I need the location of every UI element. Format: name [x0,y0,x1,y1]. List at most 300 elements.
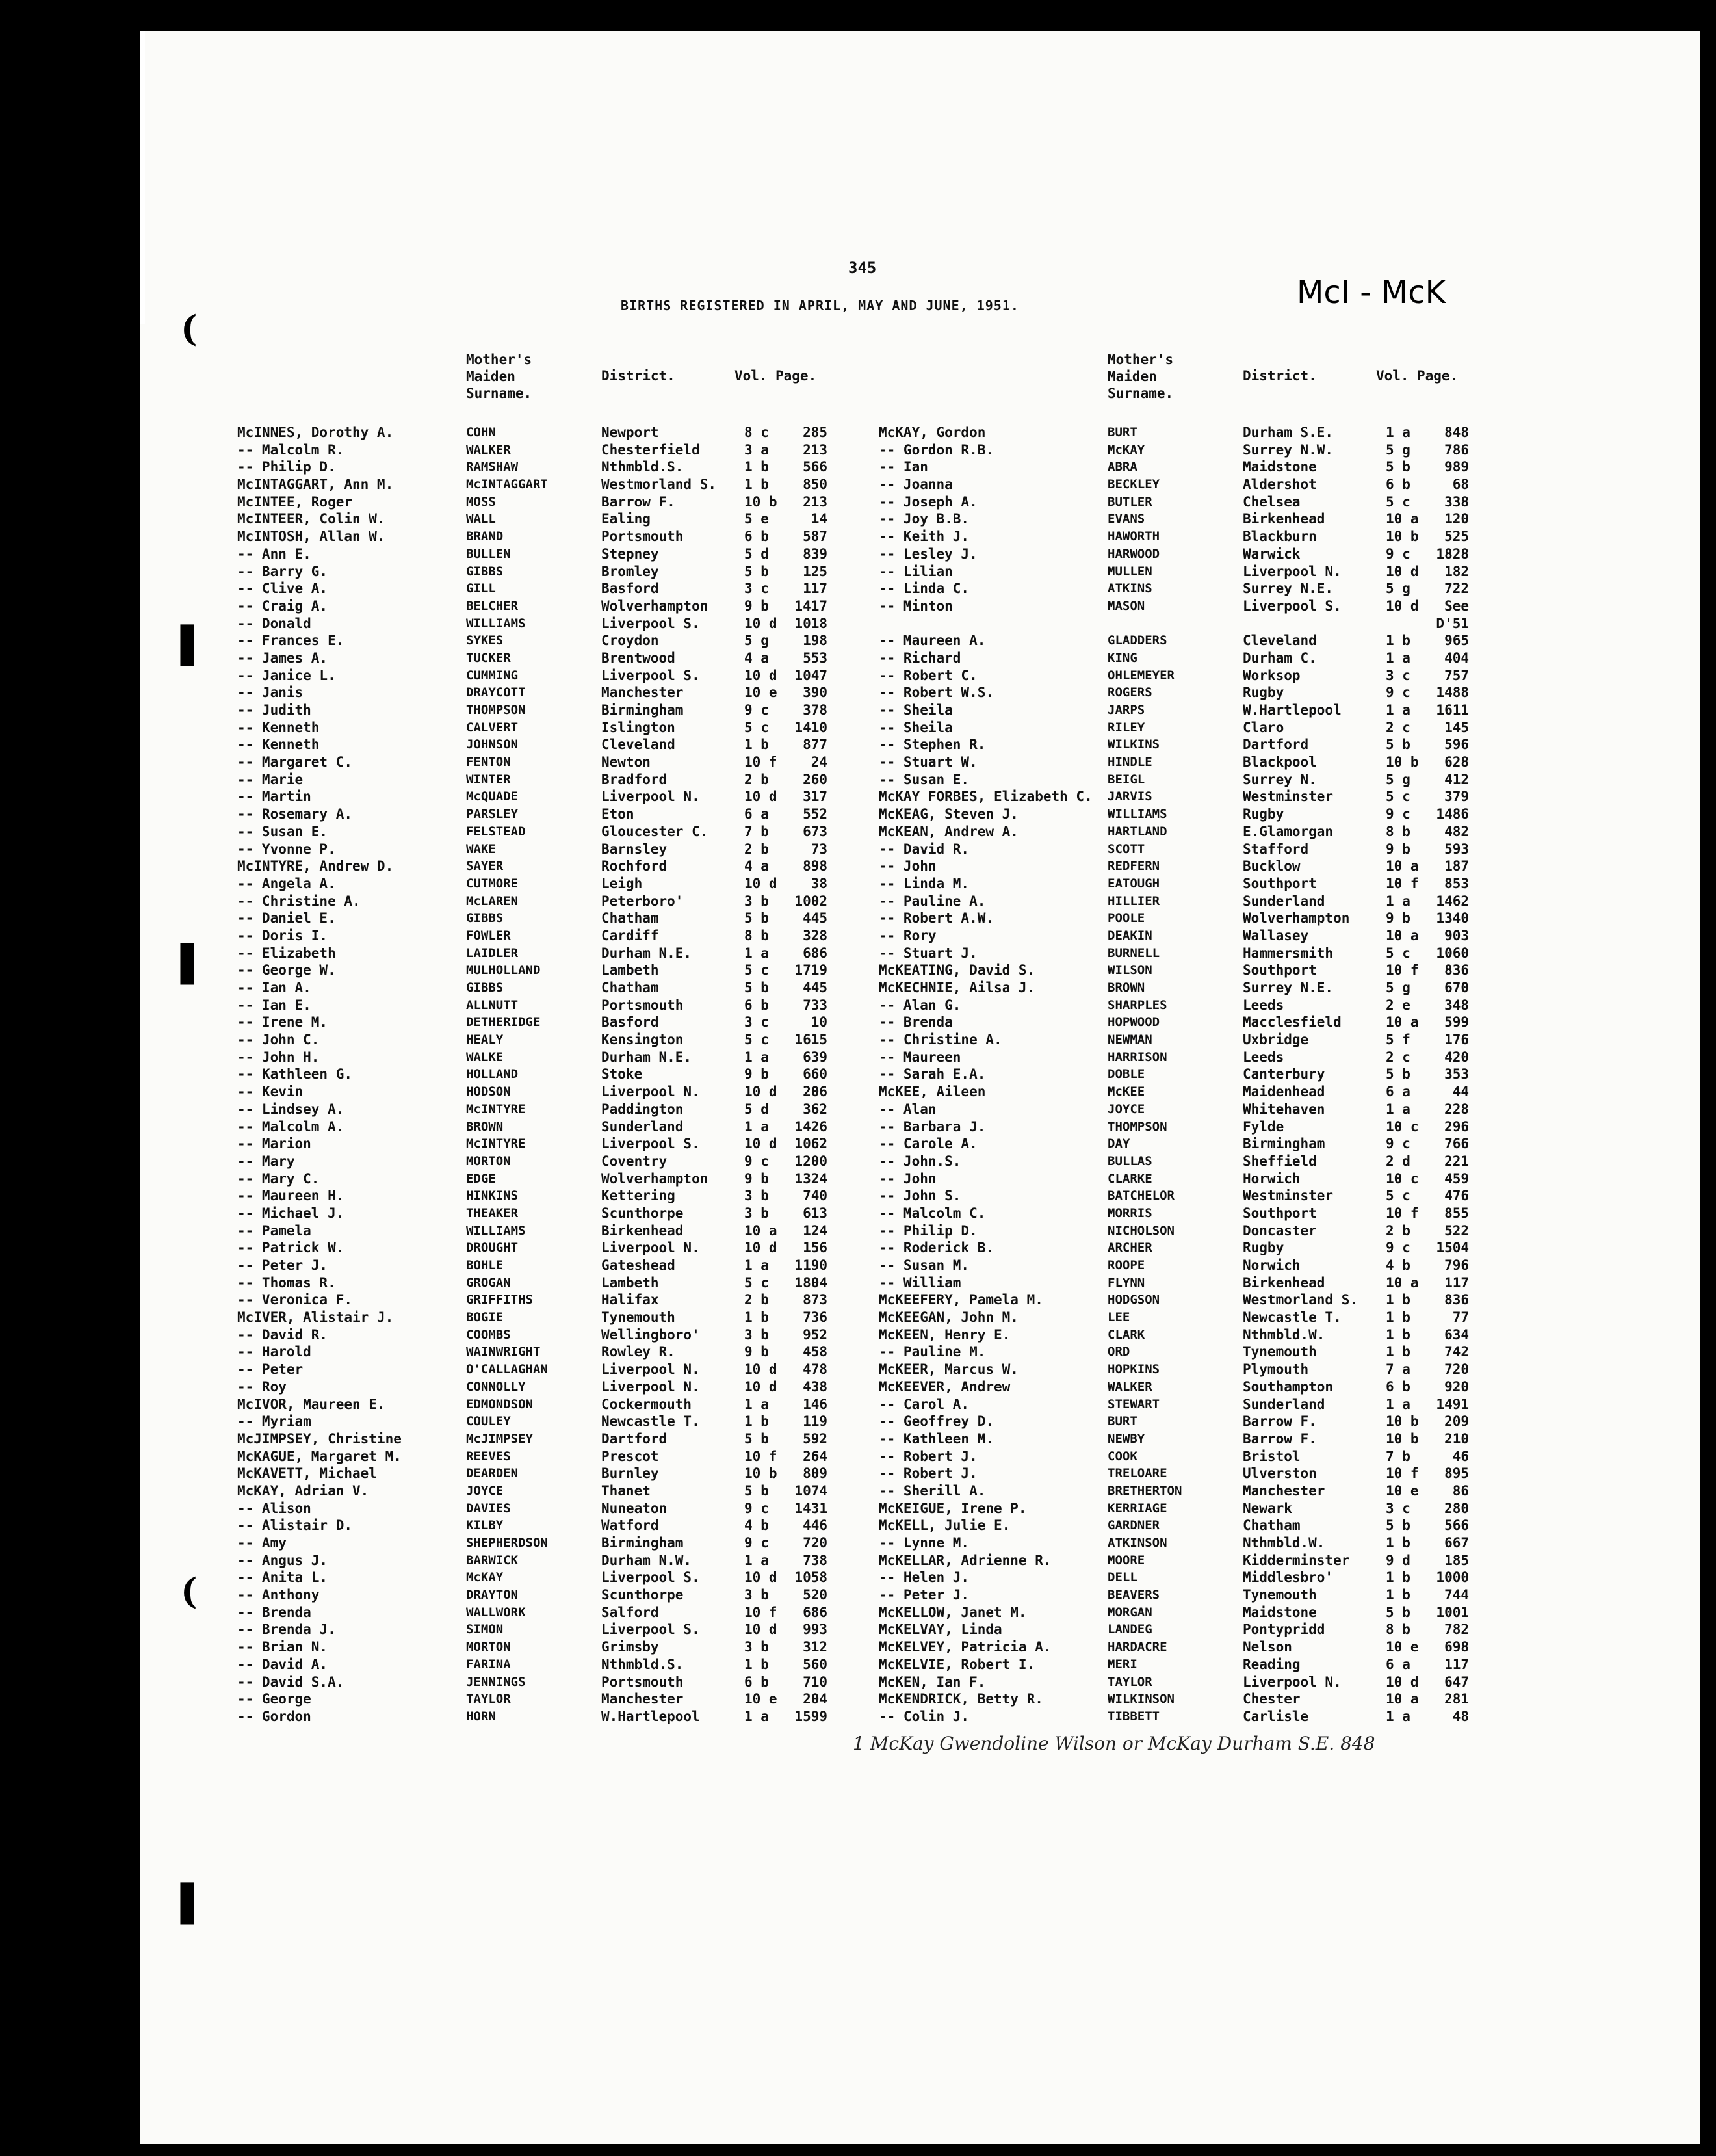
entry-vol: 2 b [1386,1222,1410,1239]
table-row [879,1118,1532,1136]
entry-district: Leeds [1243,997,1284,1013]
table-row [879,493,1532,511]
entry-page: 156 [803,1240,827,1256]
entry-name: McINTEER, Colin W. [237,511,385,527]
entry-vol: 1 b [1386,1309,1410,1326]
table-row [879,788,1532,806]
entry-name: -- Alistair D. [237,1518,353,1534]
table-row [879,650,1532,667]
entry-page: 1504 [1436,1240,1469,1256]
entry-page: 1002 [794,893,827,909]
entry-vol: 9 c [1386,1136,1410,1152]
table-row [879,997,1532,1014]
entry-district: Durham S.E. [1243,425,1334,440]
entry-vol: 5 b [744,1430,769,1447]
entry-page: 46 [1452,1448,1469,1464]
entry-name: -- Michael J. [237,1205,344,1221]
entry-name: -- Amy [237,1535,287,1551]
entry-vol: 3 a [744,441,769,458]
entry-page: 312 [803,1639,827,1655]
entry-maiden: ATKINSON [1108,1536,1167,1550]
entry-vol: 10 a [1386,858,1419,874]
entry-maiden: TAYLOR [1108,1674,1152,1689]
entry-vol: 1 a [1386,702,1410,718]
table-row [879,458,1532,476]
entry-district: Surrey N.W. [1243,441,1334,458]
entry-page: 552 [803,806,827,822]
entry-maiden: REDFERN [1108,859,1160,874]
entry-maiden: McINTAGGART [466,477,548,492]
entry-page: 1488 [1436,685,1469,701]
entry-maiden: BULLEN [466,546,511,561]
entry-vol: 2 c [1386,719,1410,735]
entry-vol: 10 d [744,1622,777,1638]
table-row [237,1517,890,1534]
entry-maiden: DROUGHT [466,1241,519,1255]
entry-district: Gateshead [601,1257,675,1273]
entry-page: 24 [811,754,827,770]
entry-name: -- Joanna [879,477,953,493]
table-row [879,1274,1532,1292]
entry-district: Chester [1243,1691,1301,1707]
table-row [237,441,890,459]
entry-maiden: BEAVERS [1108,1588,1160,1603]
entry-district: E.Glamorgan [1243,823,1334,839]
entry-name: McKELVEY, Patricia A. [879,1639,1052,1655]
entry-vol: 10 a [1386,927,1419,943]
entry-maiden: GIBBS [466,564,504,579]
table-row [879,476,1532,493]
entry-page: 86 [1452,1482,1469,1499]
entry-maiden: PARSLEY [466,807,519,822]
entry-vol: 5 c [1386,493,1410,510]
entry-maiden: HARDACRE [1108,1640,1167,1655]
entry-maiden: KERRIAGE [1108,1501,1167,1516]
entry-page: 873 [803,1292,827,1308]
entry-page: 264 [803,1448,827,1464]
entry-name: -- Kathleen G. [237,1066,353,1083]
entry-vol: 10 d [744,1240,777,1256]
entry-page: 686 [803,1604,827,1620]
table-row [237,476,890,493]
right-entry-list [879,424,1532,1726]
table-row [879,1569,1532,1586]
entry-maiden: SIMON [466,1622,504,1637]
entry-name: McKAY, Gordon [879,425,986,440]
entry-district: Cleveland [601,737,675,753]
entry-name: -- Sherill A. [879,1482,986,1499]
entry-page: 1047 [794,667,827,683]
entry-vol: 5 b [744,563,769,579]
entry-district: Newcastle T. [601,1413,700,1430]
entry-maiden: BURT [1108,425,1138,440]
table-row [879,1239,1532,1257]
entry-district: Durham N.W. [601,1552,692,1568]
entry-name: -- Carole A. [879,1136,978,1152]
entry-maiden: WAINWRIGHT [466,1345,541,1360]
entry-name: McINTYRE, Andrew D. [237,858,394,874]
entry-name: -- John [879,858,937,874]
entry-vol: 5 b [744,910,769,927]
entry-vol: 5 b [744,980,769,995]
entry-name: -- Joy B.B. [879,511,970,527]
entry-district: Barrow F. [1243,1413,1317,1430]
entry-vol: 1 b [744,1656,769,1672]
punch-hole-icon: ( [181,1570,198,1612]
entry-name: -- Ian A. [237,980,311,995]
entry-name: -- Robert W.S. [879,685,994,701]
entry-page: 592 [803,1430,827,1447]
entry-district: W.Hartlepool [1243,702,1342,718]
entry-maiden: DRAYTON [466,1588,519,1603]
entry-name: -- Gordon [237,1708,311,1724]
entry-name: -- Margaret C. [237,754,353,770]
entry-vol: 4 b [1386,1257,1410,1273]
entry-page: 187 [1444,858,1469,874]
entry-maiden: BURT [1108,1414,1138,1429]
table-row [237,910,890,927]
entry-page: 560 [803,1656,827,1672]
entry-name: -- Veronica F. [237,1292,353,1308]
entry-vol: 10 b [744,493,777,510]
entry-name: McKEATING, David S. [879,962,1035,979]
entry-name: McIVER, Alistair J. [237,1309,394,1326]
entry-district: Nthmbld.W. [1243,1535,1325,1551]
entry-name: McKECHNIE, Ailsa J. [879,980,1035,995]
table-row [879,1482,1532,1500]
entry-maiden: BULLAS [1108,1153,1152,1168]
table-row [879,1135,1532,1153]
entry-name: -- Lynne M. [879,1535,970,1551]
entry-page: 877 [803,737,827,753]
table-row [237,858,890,875]
entry-district: Westmorland S. [601,477,717,493]
entry-name: -- Linda M. [879,875,970,891]
entry-name: -- Roy [237,1378,287,1395]
entry-vol: 3 c [1386,1500,1410,1516]
entry-page: 285 [803,425,827,440]
entry-district: Brentwood [601,650,675,666]
entry-page: 482 [1444,823,1469,839]
entry-name: -- Peter J. [879,1587,970,1603]
entry-name: -- Susan E. [879,771,970,787]
entry-maiden: DOBLE [1108,1067,1145,1082]
entry-district: Birkenhead [601,1222,684,1239]
entry-vol: 10 e [744,1691,777,1707]
entry-vol: 9 c [744,1535,769,1551]
table-row [237,1049,890,1066]
entry-page: 379 [1444,789,1469,805]
entry-maiden: FELSTEAD [466,824,526,839]
entry-maiden: BOGIE [466,1310,504,1325]
entry-name: -- Robert A.W. [879,910,994,927]
entry-page: 740 [803,1188,827,1204]
entry-maiden: HAWORTH [1108,529,1160,544]
entry-vol: 9 c [744,1153,769,1169]
entry-district: Gloucester C. [601,823,708,839]
entry-district: Durham N.E. [601,1049,692,1065]
entry-district: Stoke [601,1066,643,1083]
table-row [237,1066,890,1083]
entry-district: Westminster [1243,789,1334,805]
entry-district: Wellingboro' [601,1326,700,1343]
entry-name: -- William [879,1274,961,1291]
entry-vol: 3 b [744,1326,769,1343]
entry-name: McKAGUE, Margaret M. [237,1448,402,1464]
entry-maiden: DAVIES [466,1501,511,1516]
entry-name: McIVOR, Maureen E. [237,1396,385,1412]
entry-vol: 2 e [1386,997,1410,1013]
entry-name: McKEEVER, Andrew [879,1378,1011,1395]
entry-name: McKEN, Ian F. [879,1674,986,1690]
table-row [237,1170,890,1188]
table-row [879,858,1532,875]
entry-district: Islington [601,719,675,735]
table-row [237,788,890,806]
table-row [237,1638,890,1656]
entry-district: Wallasey [1243,927,1309,943]
table-row [237,771,890,789]
entry-vol: 10 f [1386,1205,1419,1221]
entry-maiden: BOHLE [466,1258,504,1272]
paper-edge [140,31,145,324]
entry-name: -- Christine A. [879,1032,1002,1048]
table-row [879,1083,1532,1101]
entry-vol: 10 a [1386,511,1419,527]
entry-vol: 10 f [744,1604,777,1620]
entry-page: 1200 [794,1153,827,1169]
entry-vol: 1 a [744,1708,769,1724]
entry-district: Rugby [1243,685,1284,701]
entry-vol: 6 b [1386,1378,1410,1395]
entry-maiden: WINTER [466,772,511,787]
entry-district: Liverpool S. [601,615,700,631]
entry-district: Coventry [601,1153,668,1169]
entry-maiden: MORGAN [1108,1605,1152,1620]
entry-district: Liverpool N. [601,789,700,805]
entry-district: Liverpool N. [601,1240,700,1256]
entry-district: Birkenhead [1243,511,1325,527]
entry-vol: 1 b [1386,1587,1410,1603]
entry-vol: 6 a [1386,1084,1410,1100]
entry-name: -- Donald [237,615,311,631]
table-row [237,962,890,979]
header-maiden: Mother's Maiden Surname. [466,352,532,401]
entry-maiden: RILEY [1108,720,1145,735]
table-row [879,1014,1532,1031]
entry-district: Newport [601,425,659,440]
entry-district: Dartford [1243,737,1309,753]
entry-vol: 1 a [1386,1708,1410,1724]
entry-maiden: McQUADE [466,789,519,804]
entry-vol: 1 a [1386,1396,1410,1412]
table-row [237,1604,890,1622]
entry-page: 1417 [794,598,827,614]
entry-name: -- Maureen H. [237,1188,344,1204]
table-row [237,945,890,962]
entry-maiden: McJIMPSEY [466,1431,533,1446]
entry-maiden: JENNINGS [466,1674,526,1689]
entry-page: 1462 [1436,893,1469,909]
entry-page: 68 [1452,477,1469,493]
table-row [879,1049,1532,1066]
entry-page: 613 [803,1205,827,1221]
entry-page: 839 [803,546,827,562]
table-row [237,1708,890,1726]
entry-maiden: TIBBETT [1108,1709,1160,1724]
entry-maiden: TUCKER [466,650,511,665]
entry-district: Surrey N.E. [1243,980,1334,995]
column-header-row [879,351,1532,424]
entry-vol: 9 b [1386,841,1410,857]
entry-name: McKELLOW, Janet M. [879,1604,1027,1620]
entry-maiden: HOPWOOD [1108,1015,1160,1030]
table-row [237,979,890,997]
entry-maiden: COOMBS [466,1327,511,1342]
entry-name: -- Robert J. [879,1466,978,1482]
entry-district: Southport [1243,962,1317,979]
entry-page: 836 [1444,962,1469,979]
entry-district: Croydon [601,633,659,649]
entry-name: -- Marie [237,771,304,787]
entry-vol: 3 c [744,1014,769,1031]
entry-name: -- Kevin [237,1084,304,1100]
entry-page: 213 [803,493,827,510]
entry-district: Liverpool N. [601,1084,700,1100]
entry-vol: 5 c [1386,1188,1410,1204]
entry-name: -- Rory [879,927,937,943]
entry-maiden: HARWOOD [1108,546,1160,561]
entry-maiden: ROOPE [1108,1258,1145,1272]
entry-page: 210 [1444,1430,1469,1447]
entry-district: Newton [601,754,651,770]
entry-page: 722 [1444,581,1469,597]
entry-name: -- Yvonne P. [237,841,336,857]
entry-name: -- Kenneth [237,737,320,753]
table-row [879,823,1532,841]
table-row [879,1205,1532,1222]
entry-district: Nthmbld.S. [601,459,684,475]
table-row [879,563,1532,581]
entry-maiden: McINTYRE [466,1137,526,1151]
entry-district: Southport [1243,1205,1317,1221]
entry-vol: 1 b [1386,1535,1410,1551]
entry-vol: 9 c [1386,546,1410,562]
table-row [879,979,1532,997]
table-row [237,1690,890,1708]
entry-vol: 1 a [744,1049,769,1065]
entry-district: Uxbridge [1243,1032,1309,1048]
entry-vol: 9 b [744,1066,769,1083]
entry-name: McKEAN, Andrew A. [879,823,1019,839]
entry-page: 673 [803,823,827,839]
entry-name: McKAY, Adrian V. [237,1482,369,1499]
header-page: Page. [1417,368,1459,384]
table-row [237,841,890,858]
table-row [237,997,890,1014]
entry-district: Rochford [601,858,668,874]
header-vol: Vol. [734,368,768,384]
entry-vol: 1 a [744,1552,769,1568]
entry-maiden: CUMMING [466,668,519,683]
entry-name: McKEEFERY, Pamela M. [879,1292,1043,1308]
entry-page: 599 [1444,1014,1469,1031]
entry-vol: 9 b [744,1344,769,1360]
entry-maiden: MORRIS [1108,1205,1152,1220]
entry-district: Manchester [601,1691,684,1707]
entry-name: -- Brenda [879,1014,953,1031]
entry-page: 445 [803,910,827,927]
table-row [879,754,1532,771]
entry-district: Rowley R. [601,1344,675,1360]
entry-page: 420 [1444,1049,1469,1065]
entry-page: 634 [1444,1326,1469,1343]
entry-page: 587 [803,529,827,545]
entry-district: Rugby [1243,806,1284,822]
entry-district: Sunderland [1243,893,1325,909]
entry-page: 639 [803,1049,827,1065]
entry-vol: 3 b [744,1205,769,1221]
entry-name: McKEIGUE, Irene P. [879,1500,1027,1516]
entry-vol: 1 b [1386,1292,1410,1308]
entry-district: Chatham [601,910,659,927]
entry-vol: 10 d [744,1378,777,1395]
entry-page: 209 [1444,1413,1469,1430]
entry-maiden: BUTLER [1108,494,1152,509]
table-row [879,910,1532,927]
table-row [237,1396,890,1413]
entry-name: -- Kathleen M. [879,1430,994,1447]
entry-maiden: HORN [466,1709,496,1724]
entry-page: 117 [1444,1274,1469,1291]
entry-page: 390 [803,685,827,701]
entry-maiden: CLARK [1108,1327,1145,1342]
entry-maiden: BARWICK [466,1553,519,1568]
entry-name: -- George W. [237,962,336,979]
entry-name: McINTEE, Roger [237,493,353,510]
entry-district: Liverpool N. [1243,1674,1342,1690]
entry-district: Paddington [601,1101,684,1117]
entry-vol: 3 c [744,581,769,597]
entry-vol: 5 g [744,633,769,649]
entry-name: -- Judith [237,702,311,718]
entry-page: 596 [1444,737,1469,753]
table-row [237,510,890,528]
entry-district: Basford [601,581,659,597]
entry-district: Liverpool N. [601,1378,700,1395]
table-row [879,1586,1532,1604]
entry-district: Doncaster [1243,1222,1317,1239]
entry-district: Maidstone [1243,1604,1317,1620]
table-row [879,771,1532,789]
entry-maiden: McKAY [1108,442,1145,457]
entry-vol: 10 d [744,789,777,805]
entry-name: -- David A. [237,1656,328,1672]
entry-district: Liverpool S. [601,1622,700,1638]
table-row [879,962,1532,979]
entry-district: Lambeth [601,962,659,979]
entry-vol: 5 f [1386,1032,1410,1048]
entry-name: -- Gordon R.B. [879,441,994,458]
entry-district: Fylde [1243,1118,1284,1135]
entry-page: 593 [1444,841,1469,857]
entry-name: -- Alan G. [879,997,961,1013]
entry-maiden: WALKER [1108,1379,1152,1394]
entry-maiden: ATKINS [1108,581,1152,596]
entry-name: McKEER, Marcus W. [879,1361,1019,1378]
entry-vol: 5 c [1386,789,1410,805]
entry-vol: 5 e [744,511,769,527]
